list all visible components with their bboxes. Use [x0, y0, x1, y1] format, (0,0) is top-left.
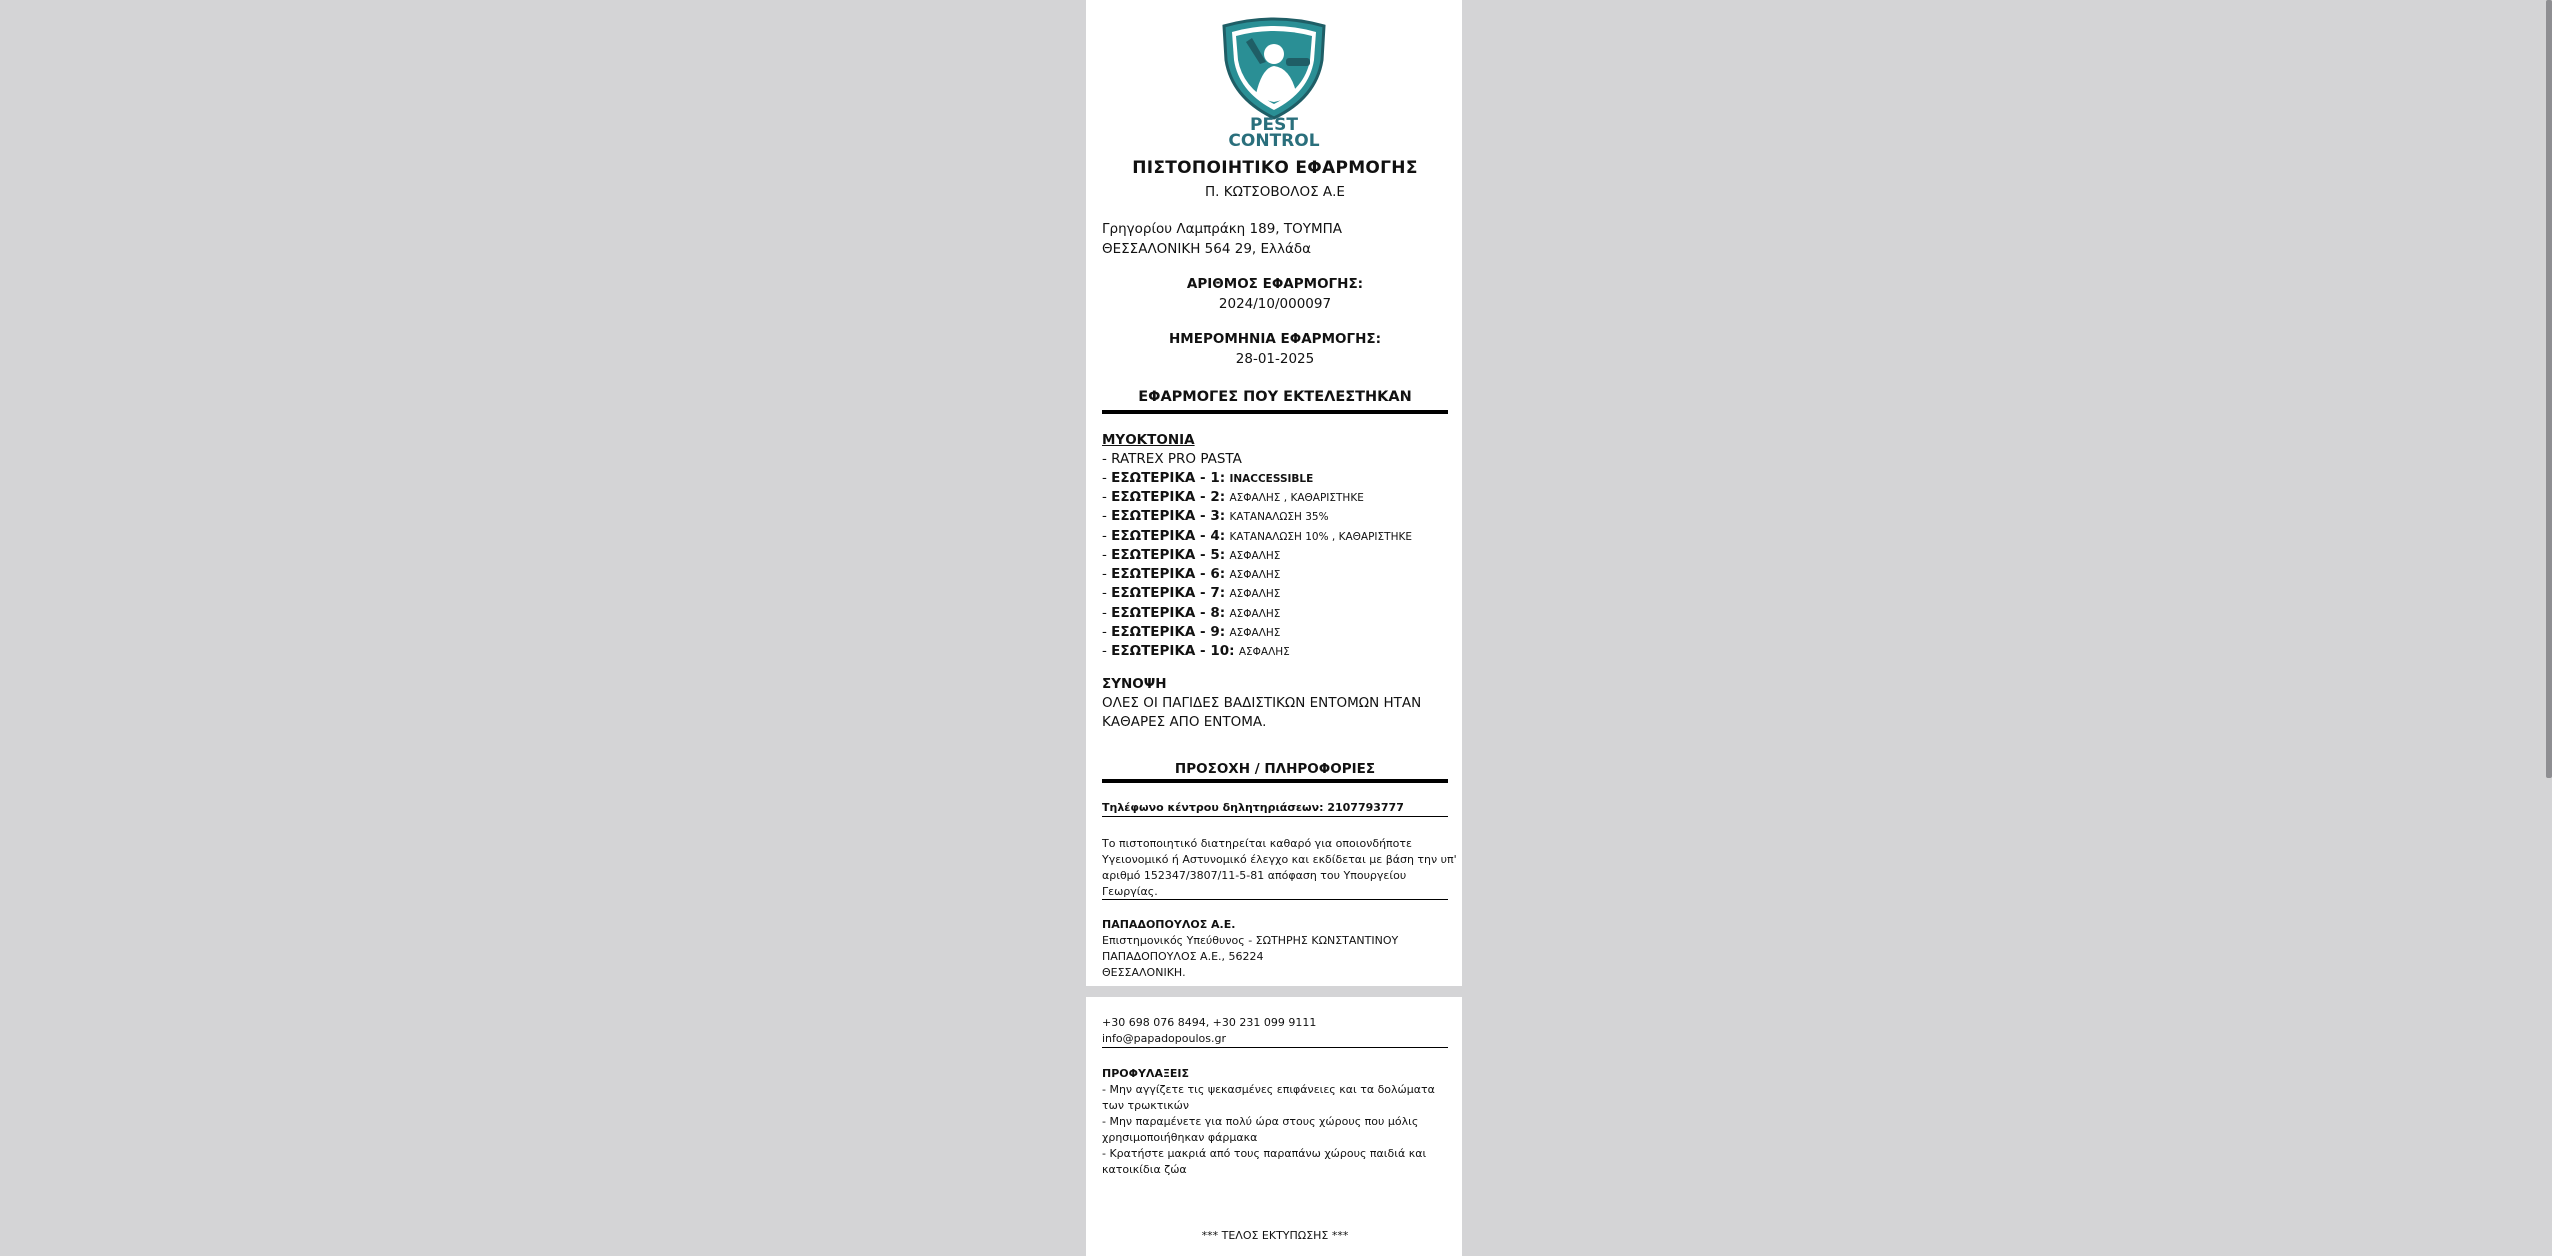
validity-text-line-2: Υγειονομικό ή Αστυνομικό έλεγχο και εκδίδεται με βάση την υπ' — [1102, 853, 1457, 866]
provider-email: info@papadopoulos.gr — [1102, 1032, 1226, 1045]
end-of-print: *** ΤΕΛΟΣ ΕΚΤΥΠΩΣΗΣ *** — [1201, 1229, 1349, 1242]
divider — [1102, 779, 1448, 783]
divider — [1102, 816, 1448, 817]
divider — [1102, 410, 1448, 414]
application-item: - ΕΣΩΤΕΡΙΚΑ - 3: ΚΑΤΑΝΑΛΩΣΗ 35% — [1102, 508, 1329, 524]
precaution-1-line-1: - Μην αγγίζετε τις ψεκασμένες επιφάνειες και τα δολώματα — [1102, 1083, 1435, 1096]
svg-text:CONTROL: CONTROL — [1228, 131, 1320, 146]
company-name: Π. ΚΩΤΣΟΒΟΛΟΣ Α.Ε — [1205, 184, 1345, 200]
validity-text-line-3: αριθμό 152347/3807/11-5-81 απόφαση του Υπουργείου — [1102, 869, 1407, 882]
application-item: - ΕΣΩΤΕΡΙΚΑ - 5: ΑΣΦΑΛΗΣ — [1102, 547, 1281, 563]
category-label: ΜΥΟΚΤΟΝΙΑ — [1102, 432, 1195, 448]
applications-heading: ΕΦΑΡΜΟΓΕΣ ΠΟΥ ΕΚΤΕΛΕΣΤΗΚΑΝ — [1138, 389, 1412, 405]
provider-phones: +30 698 076 8494, +30 231 099 9111 — [1102, 1016, 1317, 1029]
info-heading: ΠΡΟΣΟΧΗ / ΠΛΗΡΟΦΟΡΙΕΣ — [1174, 761, 1376, 777]
application-item: - ΕΣΩΤΕΡΙΚΑ - 2: ΑΣΦΑΛΗΣ , ΚΑΘΑΡΙΣΤΗΚΕ — [1102, 489, 1364, 505]
provider-line-3: ΘΕΣΣΑΛΟΝΙΚΗ. — [1102, 966, 1186, 979]
application-date: 28-01-2025 — [1235, 351, 1315, 367]
application-item: - ΕΣΩΤΕΡΙΚΑ - 1: INACCESSIBLE — [1102, 470, 1314, 486]
precaution-3-line-1: - Κρατήστε μακριά από τους παραπάνω χώρους παιδιά και — [1102, 1147, 1427, 1160]
summary-label: ΣΥΝΟΨΗ — [1102, 676, 1167, 692]
precaution-2-line-2: χρησιμοποιήθηκαν φάρμακα — [1102, 1131, 1258, 1144]
application-item: - ΕΣΩΤΕΡΙΚΑ - 10: ΑΣΦΑΛΗΣ — [1102, 643, 1290, 659]
poison-center-phone: Τηλέφωνο κέντρου δηλητηριάσεων: 2107793777 — [1102, 801, 1404, 814]
validity-text-line-4: Γεωργίας. — [1102, 885, 1158, 898]
application-date-label: ΗΜΕΡΟΜΗΝΙΑ ΕΦΑΡΜΟΓΗΣ: — [1169, 331, 1381, 347]
svg-text:PEST: PEST — [1250, 115, 1298, 135]
pest-control-logo — [1216, 14, 1332, 146]
application-item: - ΕΣΩΤΕΡΙΚΑ - 9: ΑΣΦΑΛΗΣ — [1102, 624, 1281, 640]
validity-text-line-1: Το πιστοποιητικό διατηρείται καθαρό για οποιονδήποτε — [1102, 837, 1412, 850]
summary-line-1: ΟΛΕΣ ΟΙ ΠΑΓΙΔΕΣ ΒΑΔΙΣΤΙΚΩΝ ΕΝΤΟΜΩΝ ΗΤΑΝ — [1102, 695, 1422, 711]
application-item: - ΕΣΩΤΕΡΙΚΑ - 6: ΑΣΦΑΛΗΣ — [1102, 566, 1281, 582]
precaution-3-line-2: κατοικίδια ζώα — [1102, 1163, 1187, 1176]
precautions-label: ΠΡΟΦΥΛΑΞΕΙΣ — [1102, 1067, 1190, 1080]
summary-line-2: ΚΑΘΑΡΕΣ ΑΠΟ ΕΝΤΟΜΑ. — [1102, 714, 1267, 730]
address-line-2: ΘΕΣΣΑΛΟΝΙΚΗ 564 29, Ελλάδα — [1102, 241, 1312, 257]
application-number: 2024/10/000097 — [1218, 296, 1332, 312]
product-name: - RATREX PRO PASTA — [1102, 451, 1242, 467]
certificate-title: ΠΙΣΤΟΠΟΙΗΤΙΚΟ ΕΦΑΡΜΟΓΗΣ — [1132, 158, 1418, 178]
application-number-label: ΑΡΙΘΜΟΣ ΕΦΑΡΜΟΓΗΣ: — [1186, 276, 1364, 292]
application-item: - ΕΣΩΤΕΡΙΚΑ - 4: ΚΑΤΑΝΑΛΩΣΗ 10% , ΚΑΘΑΡΙΣΤΗΚΕ — [1102, 528, 1412, 544]
precaution-1-line-2: των τρωκτικών — [1102, 1099, 1189, 1112]
scrollbar-thumb[interactable] — [2546, 0, 2552, 778]
divider — [1102, 899, 1448, 900]
address-line-1: Γρηγορίου Λαμπράκη 189, ΤΟΥΜΠΑ — [1102, 221, 1343, 237]
receipt-page-2 — [1086, 997, 1462, 1256]
scrollbar[interactable] — [2546, 0, 2552, 1256]
provider-line-1: Επιστημονικός Υπεύθυνος - ΣΩΤΗΡΗΣ ΚΩΝΣΤΑΝΤΙΝΟΥ — [1102, 934, 1399, 947]
provider-name: ΠΑΠΑΔΟΠΟΥΛΟΣ Α.Ε. — [1102, 918, 1236, 931]
receipt-page-1 — [1086, 0, 1462, 986]
application-item: - ΕΣΩΤΕΡΙΚΑ - 8: ΑΣΦΑΛΗΣ — [1102, 605, 1281, 621]
application-item: - ΕΣΩΤΕΡΙΚΑ - 7: ΑΣΦΑΛΗΣ — [1102, 585, 1281, 601]
provider-line-2: ΠΑΠΑΔΟΠΟΥΛΟΣ Α.Ε., 56224 — [1102, 950, 1264, 963]
divider — [1102, 1047, 1448, 1048]
precaution-2-line-1: - Μην παραμένετε για πολύ ώρα στους χώρους που μόλις — [1102, 1115, 1419, 1128]
